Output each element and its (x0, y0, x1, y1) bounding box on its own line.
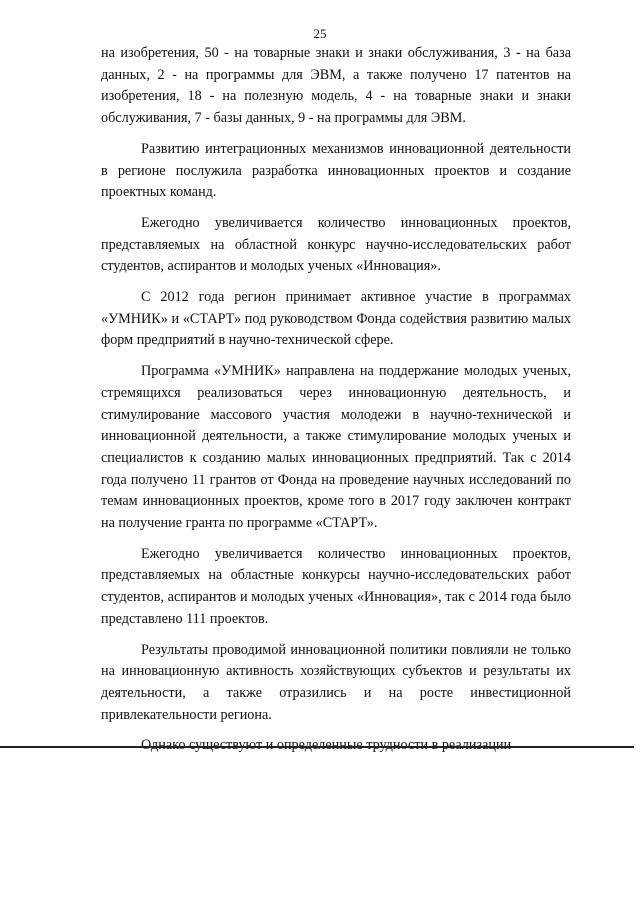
paragraph-umnik-program-goals: Программа «УМНИК» направлена на поддержание молодых ученых, стремящихся реализоваться через инновационную деятельность, и стимулирование массового участия молодежи в научно-технической и инновационной деятельности, а также стимулирование молодых ученых и специалистов к созданию малых инновационных предприятий. Так с 2014 года получено 11 грантов от Фонда на проведение научных исследований по темам инновационных проектов, кроме того в 2017 году заключен контракт на получение гранта по программе «СТАРТ». (101, 363, 571, 532)
paragraph-projects-since-2014: Ежегодно увеличивается количество инновационных проектов, представляемых на областные конкурсы научно-исследовательских работ студентов, аспирантов и молодых ученых «Инновация», так с 2014 года было представлено 111 проектов. (101, 545, 571, 627)
paragraph-integration-mechanisms: Развитию интеграционных механизмов инновационной деятельности в регионе послужила разработка инновационных проектов и создание проектных команд. (101, 140, 571, 201)
paragraph-policy-results: Результаты проводимой инновационной политики повлияли не только на инновационную активность хозяйствующих субъектов и результаты их деятельности, а также отразились и на росте инвестиционной привлекательности региона. (101, 641, 571, 723)
page-bottom-rule (0, 746, 634, 748)
paragraph-patents-continuation: на изобретения, 50 - на товарные знаки и знаки обслуживания, 3 - на база данных, 2 - на программы для ЭВМ, а также получено 17 патентов на изобретения, 18 - на полезную модель, 4 - на товарные знаки и знаки обслуживания, 7 - базы данных, 9 - на программы для ЭВМ. (101, 45, 571, 127)
page-number: 25 (313, 26, 327, 41)
document-body (101, 43, 571, 757)
paragraph-innovation-contest: Ежегодно увеличивается количество инновационных проектов, представляемых на областной конкурс научно-исследовательских работ студентов, аспирантов и молодых ученых «Инновация». (101, 214, 571, 275)
paragraph-umnik-start-programs: С 2012 года регион принимает активное участие в программах «УМНИК» и «СТАРТ» под руководством Фонда содействия развитию малых форм предприятий в научно-технической сфере. (101, 289, 571, 349)
